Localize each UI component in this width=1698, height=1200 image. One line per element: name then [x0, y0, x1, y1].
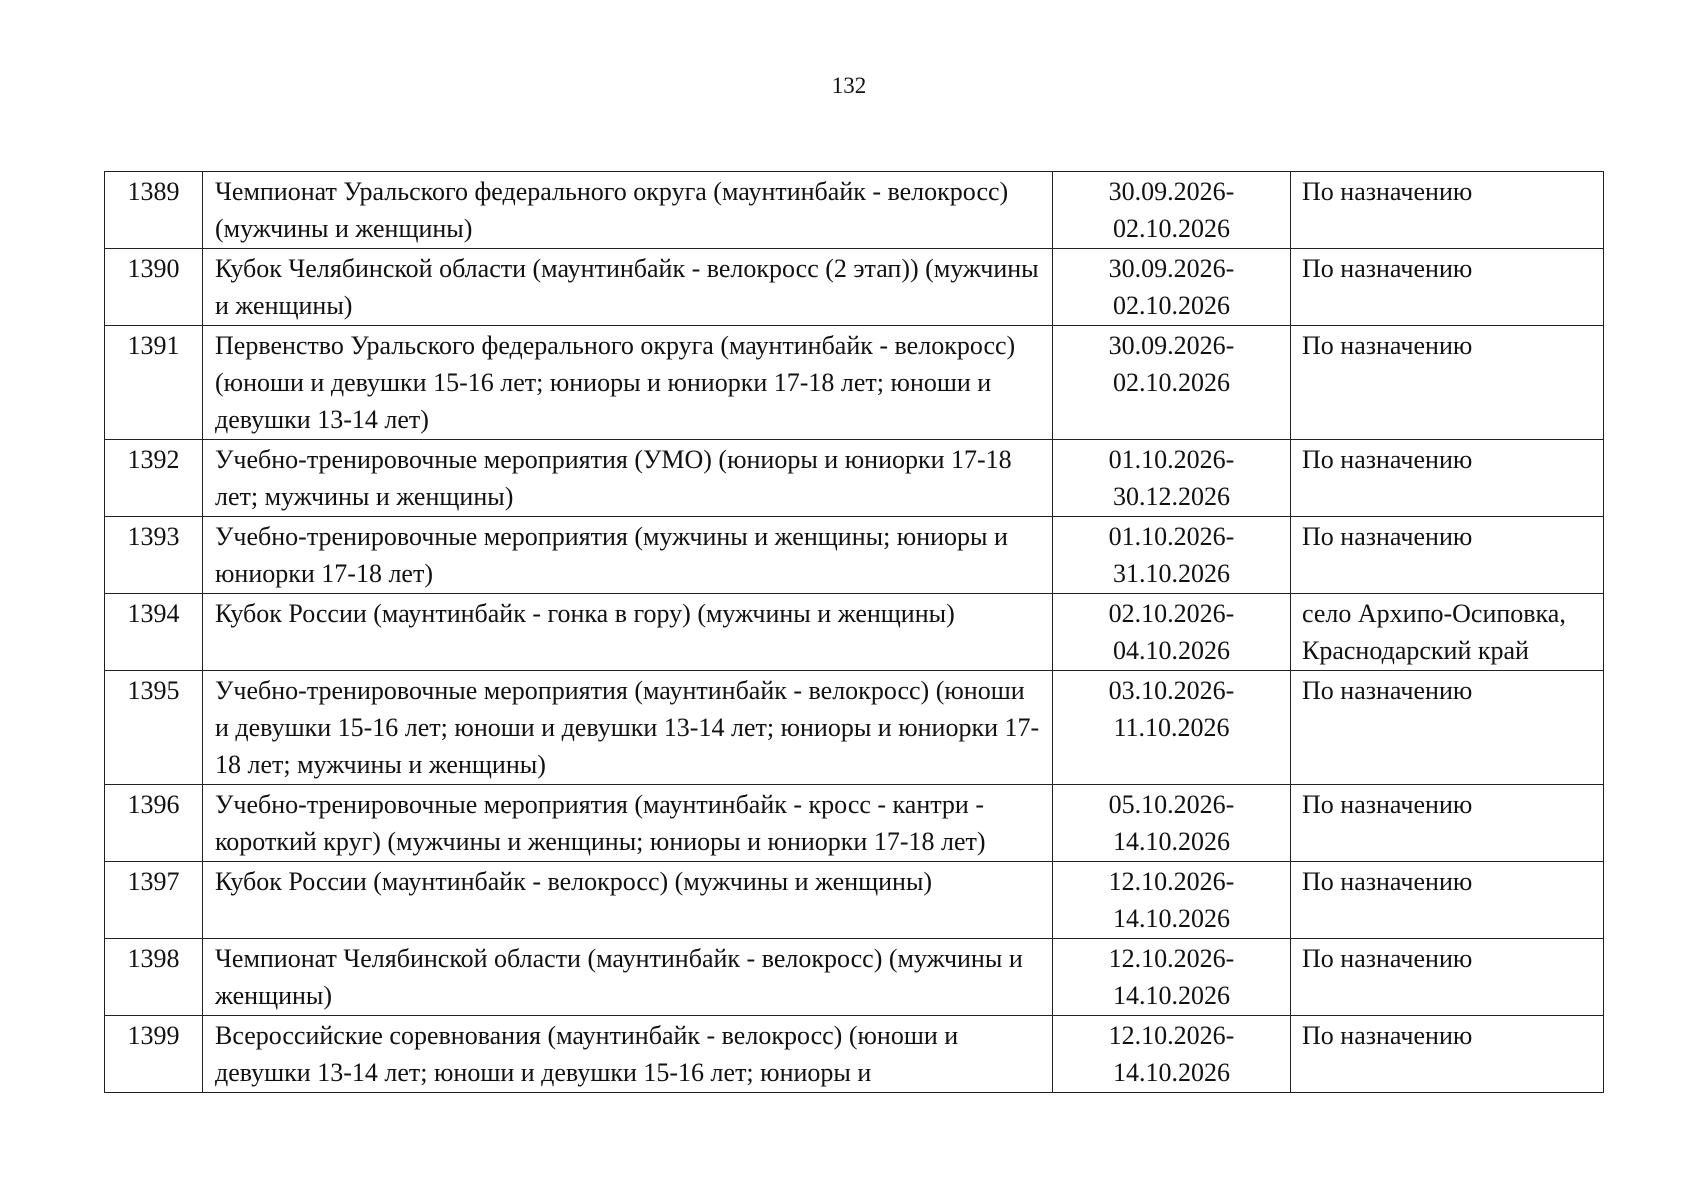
event-name: Кубок России (маунтинбайк - велокросс) (мужчины и женщины)	[215, 867, 933, 896]
row-number: 1398	[127, 944, 180, 973]
date-start: 01.10.2026-	[1108, 522, 1235, 551]
event-place: По назначению	[1302, 522, 1473, 551]
date-start: 30.09.2026-	[1108, 177, 1235, 206]
date-end: 14.10.2026	[1113, 981, 1230, 1010]
event-name: Учебно-тренировочные мероприятия (мужчины и женщины; юниоры и юниорки 17-18 лет)	[215, 522, 1008, 588]
event-name: Учебно-тренировочные мероприятия (маунтинбайк - велокросс) (юноши и девушки 15-16 лет; юноши и девушки 13-14 лет; юниоры и юниорки 17-18 лет; мужчины и женщины)	[215, 676, 1040, 779]
date-end: 14.10.2026	[1113, 904, 1230, 933]
table-row	[105, 440, 1604, 517]
event-place: По назначению	[1302, 445, 1473, 474]
table-row	[105, 862, 1604, 939]
page-number: 132	[831, 73, 867, 98]
event-name: Чемпионат Челябинской области (маунтинбайк - велокросс) (мужчины и женщины)	[215, 944, 1023, 1010]
date-end: 30.12.2026	[1113, 482, 1230, 511]
event-dates-cell	[1053, 326, 1291, 440]
date-start: 02.10.2026-	[1108, 599, 1235, 628]
event-name-cell	[203, 939, 1053, 1016]
date-start: 12.10.2026-	[1108, 944, 1235, 973]
event-place-cell	[1291, 862, 1604, 939]
event-name-cell	[203, 249, 1053, 326]
table-row	[105, 1016, 1604, 1093]
date-end: 04.10.2026	[1113, 636, 1230, 665]
event-place-cell	[1291, 172, 1604, 249]
table-row	[105, 517, 1604, 594]
row-number-cell	[105, 785, 203, 862]
event-name-cell	[203, 172, 1053, 249]
date-start: 12.10.2026-	[1108, 1021, 1235, 1050]
event-name: Учебно-тренировочные мероприятия (маунтинбайк - кросс - кантри - короткий круг) (мужчины и женщины; юниоры и юниорки 17-18 лет)	[215, 790, 986, 856]
table-row	[105, 939, 1604, 1016]
event-name-cell	[203, 785, 1053, 862]
row-number-cell	[105, 172, 203, 249]
event-place-cell	[1291, 517, 1604, 594]
event-dates-cell	[1053, 1016, 1291, 1093]
event-name: Первенство Уральского федерального округа (маунтинбайк - велокросс) (юноши и девушки 15-16 лет; юниоры и юниорки 17-18 лет; юноши и девушки 13-14 лет)	[215, 331, 1016, 434]
row-number-cell	[105, 440, 203, 517]
event-name: Чемпионат Уральского федерального округа (маунтинбайк - велокросс) (мужчины и женщины)	[215, 177, 1009, 243]
row-number-cell	[105, 326, 203, 440]
event-name: Учебно-тренировочные мероприятия (УМО) (юниоры и юниорки 17-18 лет; мужчины и женщины)	[215, 445, 1012, 511]
row-number: 1391	[127, 331, 180, 360]
row-number-cell	[105, 939, 203, 1016]
date-start: 05.10.2026-	[1108, 790, 1235, 819]
event-name: Кубок России (маунтинбайк - гонка в гору) (мужчины и женщины)	[215, 599, 955, 628]
row-number-cell	[105, 862, 203, 939]
event-dates-cell	[1053, 785, 1291, 862]
row-number: 1392	[127, 445, 180, 474]
event-place-cell	[1291, 671, 1604, 785]
event-place-cell	[1291, 939, 1604, 1016]
row-number: 1389	[127, 177, 180, 206]
event-dates-cell	[1053, 440, 1291, 517]
date-end: 11.10.2026	[1113, 713, 1230, 742]
date-end: 31.10.2026	[1113, 559, 1230, 588]
event-place: По назначению	[1302, 254, 1473, 283]
event-name-cell	[203, 440, 1053, 517]
event-dates-cell	[1053, 862, 1291, 939]
event-name: Кубок Челябинской области (маунтинбайк - велокросс (2 этап)) (мужчины и женщины)	[215, 254, 1039, 320]
event-place-cell	[1291, 594, 1604, 671]
row-number-cell	[105, 249, 203, 326]
event-place-cell	[1291, 249, 1604, 326]
event-place-cell	[1291, 785, 1604, 862]
date-end: 14.10.2026	[1113, 827, 1230, 856]
event-name-cell	[203, 862, 1053, 939]
event-place: По назначению	[1302, 177, 1473, 206]
date-start: 30.09.2026-	[1108, 331, 1235, 360]
date-start: 30.09.2026-	[1108, 254, 1235, 283]
event-place: По назначению	[1302, 790, 1473, 819]
event-name-cell	[203, 1016, 1053, 1093]
event-place: По назначению	[1302, 1021, 1473, 1050]
row-number: 1394	[127, 599, 180, 628]
event-name: Всероссийские соревнования (маунтинбайк - велокросс) (юноши и девушки 13-14 лет; юноши и девушки 15-16 лет; юниоры и	[215, 1021, 959, 1087]
event-dates-cell	[1053, 172, 1291, 249]
event-place-cell	[1291, 440, 1604, 517]
date-end: 02.10.2026	[1113, 214, 1230, 243]
row-number-cell	[105, 1016, 203, 1093]
date-end: 02.10.2026	[1113, 368, 1230, 397]
row-number-cell	[105, 594, 203, 671]
event-dates-cell	[1053, 939, 1291, 1016]
row-number-cell	[105, 517, 203, 594]
row-number: 1399	[127, 1021, 180, 1050]
date-start: 03.10.2026-	[1108, 676, 1235, 705]
table-row	[105, 671, 1604, 785]
event-name-cell	[203, 517, 1053, 594]
event-place-cell	[1291, 1016, 1604, 1093]
event-name-cell	[203, 326, 1053, 440]
date-start: 12.10.2026-	[1108, 867, 1235, 896]
event-place: По назначению	[1302, 944, 1473, 973]
event-name-cell	[203, 671, 1053, 785]
row-number: 1395	[127, 676, 180, 705]
date-end: 14.10.2026	[1113, 1058, 1230, 1087]
event-dates-cell	[1053, 517, 1291, 594]
row-number: 1390	[127, 254, 180, 283]
event-place: По назначению	[1302, 676, 1473, 705]
event-place: По назначению	[1302, 867, 1473, 896]
events-table	[104, 171, 1604, 1093]
event-place: По назначению	[1302, 331, 1473, 360]
row-number: 1397	[127, 867, 180, 896]
date-end: 02.10.2026	[1113, 291, 1230, 320]
event-dates-cell	[1053, 249, 1291, 326]
row-number-cell	[105, 671, 203, 785]
table-row	[105, 172, 1604, 249]
table-row	[105, 326, 1604, 440]
event-place: село Архипо-Осиповка, Краснодарский край	[1302, 599, 1566, 665]
date-start: 01.10.2026-	[1108, 445, 1235, 474]
event-place-cell	[1291, 326, 1604, 440]
event-dates-cell	[1053, 671, 1291, 785]
row-number: 1396	[127, 790, 180, 819]
table-row	[105, 785, 1604, 862]
row-number: 1393	[127, 522, 180, 551]
event-name-cell	[203, 594, 1053, 671]
event-dates-cell	[1053, 594, 1291, 671]
table-row	[105, 249, 1604, 326]
table-row	[105, 594, 1604, 671]
